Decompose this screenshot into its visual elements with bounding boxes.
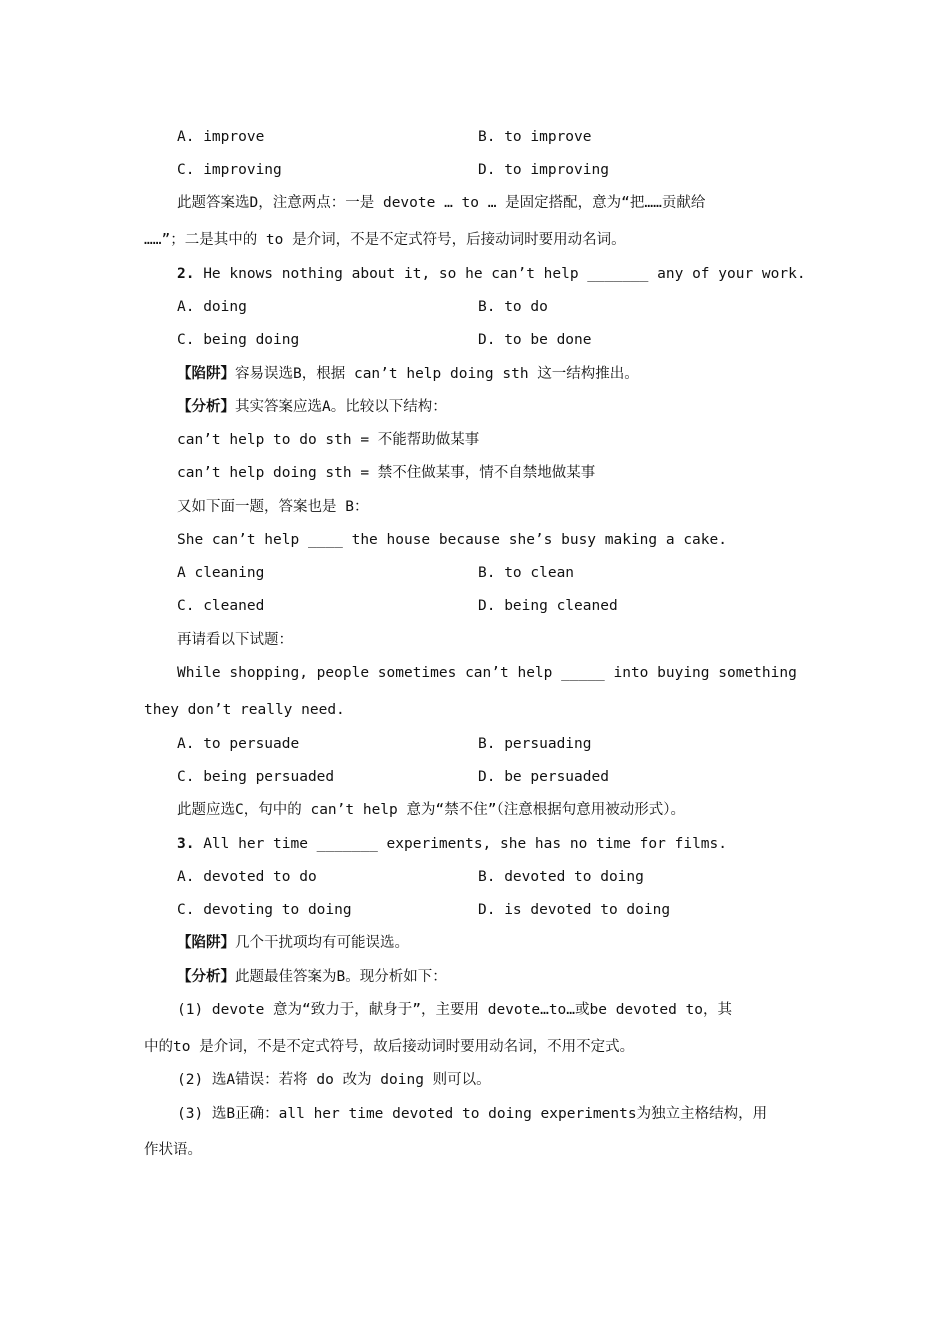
q2-stem-line [177, 264, 806, 284]
q2-again: 再请看以下试题： [177, 632, 293, 648]
q3-point3-line2: 作状语。 [144, 1142, 202, 1158]
q3-stem: All her time _______ experiments, she has no time for films. [194, 836, 727, 852]
q2-option-d: D. to be done [478, 332, 592, 348]
q2-option-a: A. doing [177, 299, 247, 315]
q3-point1-line1: (1) devote 意为“致力于，献身于”，主要用 devote…to…或be devoted to，其 [177, 1002, 732, 1018]
q3-point1-line2: 中的to 是介词，不是不定式符号，故后接动词时要用动名词，不用不定式。 [144, 1039, 635, 1055]
q3-stem-line [177, 834, 727, 854]
q3-option-d: D. is devoted to doing [478, 902, 671, 918]
q2-trap [177, 364, 639, 384]
q2-stem: He knows nothing about it, so he can’t help _______ any of your work. [194, 266, 806, 282]
q3-analysis-label: 【分析】 [177, 969, 235, 985]
q2-analysis-label: 【分析】 [177, 399, 235, 415]
q2-example-stem: She can’t help ____ the house because she’s busy making a cake. [177, 532, 727, 548]
q2-example2-stem-line1: While shopping, people sometimes can’t help _____ into buying something [177, 665, 797, 681]
q1-explanation-line2: ……”；二是其中的 to 是介词，不是不定式符号，后接动词时要用动名词。 [144, 232, 626, 248]
q2-example2-option-a: A. to persuade [177, 736, 300, 752]
q2-example2-option-b: B. persuading [478, 736, 592, 752]
q2-number: 2. [177, 266, 195, 282]
q2-analysis-text: 其实答案应选A。比较以下结构： [235, 399, 447, 415]
q2-compare-2: can’t help doing sth = 禁不住做某事，情不自禁地做某事 [177, 465, 596, 481]
q3-trap-text: 几个干扰项均有可能误选。 [235, 935, 409, 951]
q2-example2-option-c: C. being persuaded [177, 769, 335, 785]
q3-option-b: B. devoted to doing [478, 869, 644, 885]
q2-example-option-b: B. to clean [478, 565, 575, 581]
q2-compare-1: can’t help to do sth = 不能帮助做某事 [177, 432, 480, 448]
q2-example-option-a: A cleaning [177, 565, 265, 581]
q3-trap [177, 933, 409, 953]
q2-example-option-c: C. cleaned [177, 598, 265, 614]
q3-point3-line1: (3) 选B正确：all her time devoted to doing experiments为独立主格结构，用 [177, 1106, 768, 1122]
q2-trap-label: 【陷阱】 [177, 366, 235, 382]
q1-option-c: C. improving [177, 162, 282, 178]
q2-option-b: B. to do [478, 299, 548, 315]
q3-analysis [177, 967, 447, 987]
q2-trap-text: 容易误选B，根据 can’t help doing sth 这一结构推出。 [235, 366, 639, 382]
q2-example2-explanation: 此题应选C，句中的 can’t help 意为“禁不住”（注意根据句意用被动形式）。 [177, 802, 685, 818]
q1-option-a: A. improve [177, 129, 265, 145]
q3-point2: (2) 选A错误：若将 do 改为 doing 则可以。 [177, 1072, 491, 1088]
q2-more: 又如下面一题，答案也是 B： [177, 499, 369, 515]
q2-option-c: C. being doing [177, 332, 300, 348]
q2-analysis [177, 397, 447, 417]
q3-option-c: C. devoting to doing [177, 902, 352, 918]
q1-explanation-line1: 此题答案选D，注意两点：一是 devote … to … 是固定搭配，意为“把……贡献给 [177, 195, 706, 211]
q1-option-b: B. to improve [478, 129, 592, 145]
q2-example2-option-d: D. be persuaded [478, 769, 609, 785]
q3-analysis-text: 此题最佳答案为B。现分析如下： [235, 969, 447, 985]
q1-option-d: D. to improving [478, 162, 609, 178]
q3-number: 3. [177, 836, 195, 852]
q3-trap-label: 【陷阱】 [177, 935, 235, 951]
q3-option-a: A. devoted to do [177, 869, 317, 885]
q2-example-option-d: D. being cleaned [478, 598, 618, 614]
q2-example2-stem-line2: they don’t really need. [144, 702, 345, 718]
